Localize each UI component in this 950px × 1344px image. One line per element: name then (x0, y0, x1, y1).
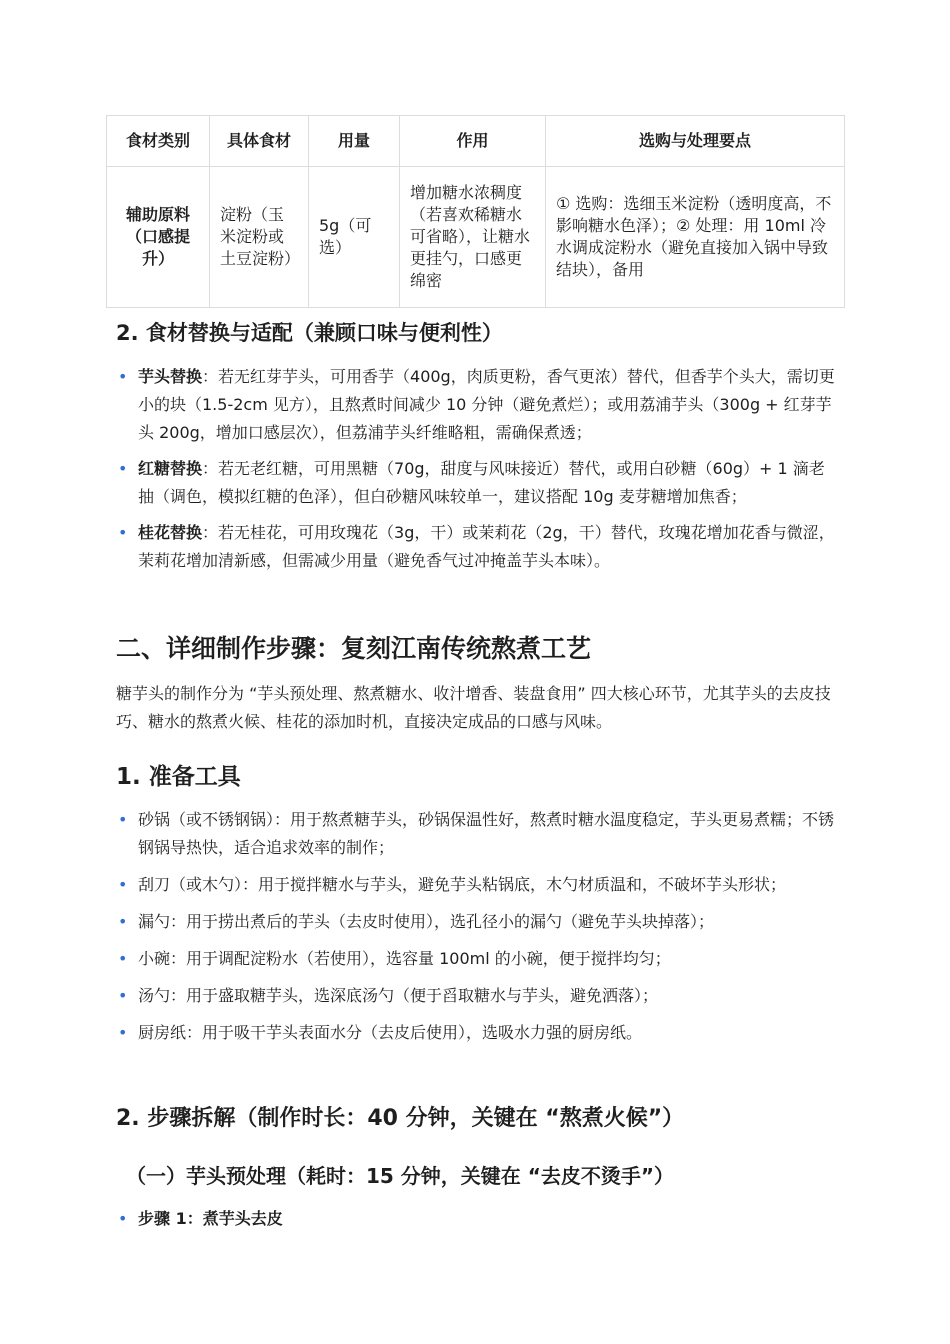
item-text: 厨房纸：用于吸干芋头表面水分（去皮后使用），选吸水力强的厨房纸。 (138, 1023, 643, 1042)
intro-paragraph: 糖芋头的制作分为 “芋头预处理、熬煮糖水、收汁增香、装盘食用” 四大核心环节，尤其芋头的去皮技巧、糖水的熬煮火候、桂花的添加时机，直接决定成品的口感与风味。 (116, 684, 831, 731)
bullet-icon: • (118, 810, 128, 829)
list-item (116, 363, 840, 447)
step-label: 步骤 1：煮芋头去皮 (138, 1209, 283, 1228)
item-text: 砂锅（或不锈钢锅）：用于熬煮糖芋头，砂锅保温性好，熬煮时糖水温度稳定，芋头更易煮糯；不锈钢锅导热快，适合追求效率的制作； (138, 810, 835, 857)
table-cell-tips: ① 选购：选细玉米淀粉（透明度高，不影响糖水色泽）；② 处理：用 10ml 冷水调成淀粉水（避免直接加入锅中导致结块），备用 (546, 167, 845, 308)
bullet-icon: • (118, 875, 128, 894)
bullet-icon: • (118, 459, 128, 478)
bullet-icon: • (118, 367, 128, 386)
table-header-cell: 作用 (400, 116, 546, 167)
item-label: 红糖替换 (138, 459, 203, 478)
ingredient-table (106, 115, 845, 308)
list-item (116, 1019, 840, 1047)
item-text: 刮刀（或木勺）：用于搅拌糖水与芋头，避免芋头粘锅底，木勺材质温和，不破坏芋头形状； (138, 875, 787, 894)
item-label: 桂花替换 (138, 523, 203, 542)
heading-substitute: 2. 食材替换与适配（兼顾口味与便利性） (116, 321, 503, 345)
table-cell-ingredient: 淀粉（玉米淀粉或土豆淀粉） (210, 167, 309, 308)
item-text: ：若无桂花，可用玫瑰花（3g，干）或茉莉花（2g，干）替代，玫瑰花增加花香与微涩，茉莉花增加清新感，但需减少用量（避免香气过冲掩盖芋头本味）。 (138, 523, 835, 570)
list-item (116, 1205, 840, 1233)
table-cell-effect: 增加糖水浓稠度（若喜欢稀糖水可省略），让糖水更挂勺，口感更绵密 (400, 167, 546, 308)
bullet-icon: • (118, 912, 128, 931)
list-item (116, 455, 840, 511)
tools-list (116, 806, 840, 1047)
list-item (116, 871, 840, 899)
item-text: 小碗：用于调配淀粉水（若使用），选容量 100ml 的小碗，便于搅拌均匀； (138, 949, 671, 968)
table-header-cell: 具体食材 (210, 116, 309, 167)
bullet-icon: • (118, 986, 128, 1005)
bullet-icon: • (118, 949, 128, 968)
substitute-list (116, 363, 840, 575)
table-cell-category: 辅助原料（口感提升） (107, 167, 210, 308)
heading-preprocess: （一）芋头预处理（耗时：15 分钟，关键在 “去皮不烫手”） (126, 1164, 675, 1188)
list-item (116, 982, 840, 1010)
item-text: ：若无老红糖，可用黑糖（70g，甜度与风味接近）替代，或用白砂糖（60g）+ 1 滴老抽（调色，模拟红糖的色泽），但白砂糖风味较单一，建议搭配 10g 麦芽糖增加焦香； (138, 459, 825, 506)
bullet-icon: • (118, 523, 128, 542)
list-item (116, 519, 840, 575)
heading-steps: 二、详细制作步骤：复刻江南传统熬煮工艺 (116, 634, 592, 663)
table-header-cell: 选购与处理要点 (546, 116, 845, 167)
table-row (107, 167, 845, 308)
bullet-icon: • (118, 1209, 128, 1228)
table-cell-amount: 5g（可选） (309, 167, 400, 308)
heading-breakdown: 2. 步骤拆解（制作时长：40 分钟，关键在 “熬煮火候”） (116, 1106, 685, 1131)
list-item (116, 806, 840, 862)
item-text: 漏勺：用于捞出煮后的芋头（去皮时使用），选孔径小的漏勺（避免芋头块掉落）； (138, 912, 715, 931)
table-header-cell: 用量 (309, 116, 400, 167)
bullet-icon: • (118, 1023, 128, 1042)
heading-tools: 1. 准备工具 (116, 764, 241, 790)
item-text: ：若无红芽芋头，可用香芋（400g，肉质更粉，香气更浓）替代，但香芋个头大，需切更小的块（1.5-2cm 见方），且熬煮时间减少 10 分钟（避免煮烂）；或用荔浦芋头（300g + 红芽芋头 200g，增加口感层次），但荔浦芋头纤维略粗，需确保煮透； (138, 367, 835, 442)
item-label: 芋头替换 (138, 367, 203, 386)
item-text: 汤勺：用于盛取糖芋头，选深底汤勺（便于舀取糖水与芋头，避免洒落）； (138, 986, 659, 1005)
list-item (116, 945, 840, 973)
table-header-row (107, 116, 845, 167)
list-item (116, 908, 840, 936)
step-list (116, 1205, 840, 1233)
table-header-cell: 食材类别 (107, 116, 210, 167)
